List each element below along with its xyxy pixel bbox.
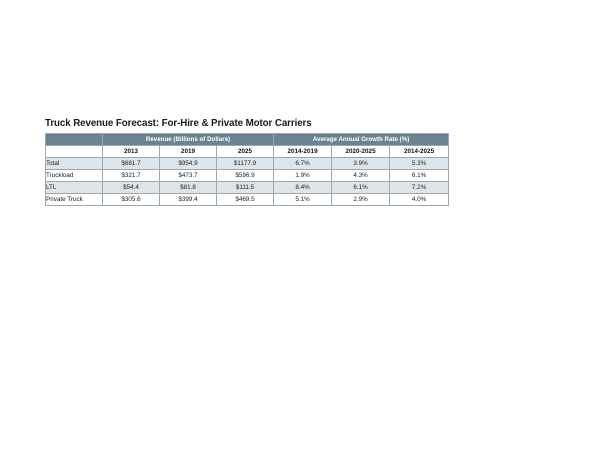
- table-cell: $954.9: [160, 158, 217, 170]
- group-header-growth: Average Annual Growth Rate (%): [274, 134, 449, 146]
- table-row: [46, 182, 449, 194]
- table-cell: 4.0%: [390, 194, 449, 206]
- column-header-blank: [46, 146, 103, 158]
- chart-title: Truck Revenue Forecast: For-Hire & Private Motor Carriers: [45, 117, 312, 129]
- table-cell: $596.9: [217, 170, 274, 182]
- row-label: Total: [46, 158, 103, 170]
- column-header: 2014-2019: [274, 146, 332, 158]
- row-label: Private Truck: [46, 194, 103, 206]
- table-cell: $111.5: [217, 182, 274, 194]
- table-cell: $1177.9: [217, 158, 274, 170]
- table-cell: $54.4: [103, 182, 160, 194]
- table-cell: 7.2%: [390, 182, 449, 194]
- table-cell: $81.8: [160, 182, 217, 194]
- table-cell: 3.9%: [332, 158, 390, 170]
- table-cell: 6.7%: [274, 158, 332, 170]
- table-row: [46, 194, 449, 206]
- row-label: LTL: [46, 182, 103, 194]
- group-header-row: [46, 134, 449, 146]
- table-cell: $681.7: [103, 158, 160, 170]
- column-header: 2025: [217, 146, 274, 158]
- table-cell: 2.9%: [332, 194, 390, 206]
- table-cell: $473.7: [160, 170, 217, 182]
- table-row: [46, 158, 449, 170]
- column-header: 2014-2025: [390, 146, 449, 158]
- table-cell: 8.4%: [274, 182, 332, 194]
- row-label: Truckload: [46, 170, 103, 182]
- table-cell: 6.1%: [332, 182, 390, 194]
- column-header-row: [46, 146, 449, 158]
- table-cell: 5.1%: [274, 194, 332, 206]
- group-header-revenue: Revenue (Billions of Dollars): [103, 134, 274, 146]
- column-header: 2013: [103, 146, 160, 158]
- column-header: 2020-2025: [332, 146, 390, 158]
- revenue-forecast-table: [45, 133, 449, 206]
- table-cell: 6.1%: [390, 170, 449, 182]
- table-cell: $305.6: [103, 194, 160, 206]
- table-row: [46, 170, 449, 182]
- header-corner: [46, 134, 103, 146]
- table-cell: 5.3%: [390, 158, 449, 170]
- column-header: 2019: [160, 146, 217, 158]
- table-cell: 4.3%: [332, 170, 390, 182]
- table-cell: $469.5: [217, 194, 274, 206]
- table-cell: 1.9%: [274, 170, 332, 182]
- table-cell: $321.7: [103, 170, 160, 182]
- table-cell: $399.4: [160, 194, 217, 206]
